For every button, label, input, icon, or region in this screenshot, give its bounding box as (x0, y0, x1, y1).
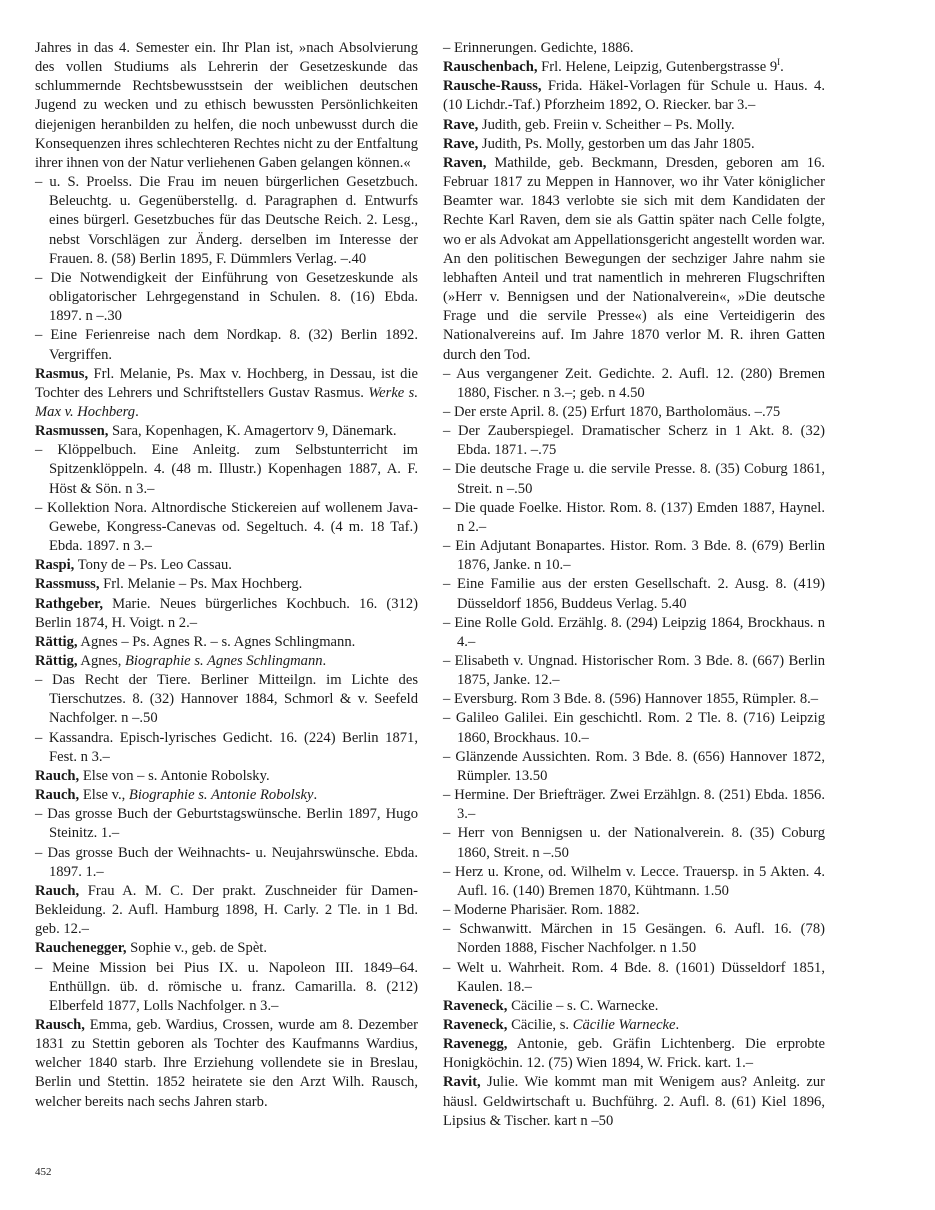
title-entry: – Das Recht der Tiere. Berliner Mitteilgn. im Lichte des Tierschutzes. 8. (32) Hannover 1884, Schmorl & v. Seefeld Nachfolger. n –.50 (35, 672, 418, 727)
entry-tail: . (780, 59, 784, 76)
title-entry: – Aus vergangener Zeit. Gedichte. 2. Aufl. 12. (280) Bremen 1880, Fischer. n 3.–; geb. n 4.50 (443, 365, 825, 401)
author-name: Ravenegg, (443, 1036, 508, 1053)
author-entry (443, 1073, 825, 1130)
entry-text: Julie. Wie kommt man mit Wenigem aus? Anleitg. zur häusl. Geldwirtschaft u. Buchführg. 2. Aufl. 8. (61) Kiel 1896, Lipsius & Tischer. kart n –50 (443, 1074, 825, 1129)
author-entry (35, 556, 418, 575)
author-entry (443, 116, 825, 135)
entry-text: Agnes – Ps. Agnes R. – s. Agnes Schlingmann. (77, 633, 356, 650)
entry-text: Marie. Neues bürgerliches Kochbuch. 16. (312) Berlin 1874, H. Voigt. n 2.– (35, 595, 418, 631)
author-name: Ravit, (443, 1074, 481, 1091)
title-entry: – Eine Familie aus der ersten Gesellschaft. 2. Ausg. 8. (419) Düsseldorf 1856, Buddeus Verlag. 5.40 (443, 576, 825, 612)
author-name: Rauch, (35, 767, 80, 784)
author-name: Rasmus, (35, 365, 89, 382)
entry-text: Emma, geb. Wardius, Crossen, wurde am 8. Dezember 1831 zu Stettin geboren als Tochter des Kaufmanns Wardius, welcher 1840 starb. Ihre Erziehung vollendete sie in Breslau, Berlin und Stettin. 1852 heiratete sie den Arzt Wilh. Rausch, welcher bereits nach sechs Jahren starb. (35, 1016, 418, 1110)
entry-text: Sophie v., geb. de Spèt. (126, 940, 267, 957)
entry-text: Else v., (79, 787, 129, 804)
title-entry: – Glänzende Aussichten. Rom. 3 Bde. 8. (656) Hannover 1872, Rümpler. 13.50 (443, 748, 825, 784)
author-entry (443, 997, 825, 1016)
italic-reference: Biographie s. Antonie Robolsky (128, 787, 314, 804)
italic-reference: Werke s. Max v. Hochberg (35, 384, 418, 420)
author-entry (35, 786, 418, 805)
title-entry: – Meine Mission bei Pius IX. u. Napoleon III. 1849–64. Enthüllgn. üb. d. römische u. franz. Camarilla. 8. (212) Elberfeld 1877, Lolls Nachfolger. n 3.– (35, 959, 418, 1014)
author-entry (35, 633, 418, 652)
author-name: Rättig, (35, 653, 78, 669)
entry-text: Antonie, geb. Gräfin Lichtenberg. Die erprobte Honigköchin. 12. (75) Wien 1894, W. Frick. kart. 1.– (443, 1036, 825, 1072)
title-entry: – u. S. Proelss. Die Frau im neuen bürgerlichen Gesetzbuch. Beleuchtg. u. Gegenüberstellg. d. Paragraphen d. Entwurfs eines bürgerl. Gesetzbuches für das Deutsche Reich. 2. Lesg., nebst Vorschlägen zur Änderg. derselben im Interesse der Frauen. 8. (58) Berlin 1895, F. Dümmlers Verlag. –.40 (35, 174, 418, 267)
author-entry (443, 1016, 825, 1035)
author-entry (35, 939, 418, 958)
author-entry (35, 595, 418, 633)
author-name: Rausche-Rauss, (443, 78, 542, 95)
author-name: Rassmuss, (35, 576, 100, 593)
author-entry (35, 882, 418, 939)
author-entry (35, 1016, 418, 1112)
title-entry: – Elisabeth v. Ungnad. Historischer Rom. 3 Bde. 8. (667) Berlin 1875, Janke. 12.– (443, 653, 825, 689)
title-entry: – Eine Ferienreise nach dem Nordkap. 8. (32) Berlin 1892. Vergriffen. (35, 327, 418, 363)
entry-text: Cäcilie – s. C. Warnecke. (507, 997, 659, 1014)
title-entry: – Das grosse Buch der Geburtstagswünsche. Berlin 1897, Hugo Steinitz. 1.– (35, 806, 418, 842)
title-entry: – Herr von Bennigsen u. der Nationalverein. 8. (35) Coburg 1860, Streit. n –.50 (443, 825, 825, 861)
author-entry (443, 77, 825, 115)
title-entry: – Galileo Galilei. Ein geschichtl. Rom. 2 Tle. 8. (716) Leipzig 1860, Brockhaus. 10.– (443, 710, 825, 746)
author-name: Rauch, (35, 787, 80, 804)
right-column (443, 39, 825, 1131)
entry-tail: . (322, 653, 327, 669)
author-name: Rauch, (35, 882, 80, 899)
italic-reference: Biographie s. Agnes Schlingmann (125, 653, 323, 669)
author-entry (35, 422, 418, 441)
entry-text: Frl. Helene, Leipzig, Gutenbergstrasse 9 (537, 59, 778, 76)
superscript: I (777, 57, 781, 68)
title-entry: – Herz u. Krone, od. Wilhelm v. Lecce. Trauersp. in 5 Akten. 4. Aufl. 16. (140) Bremen 1870, Kühtmann. 1.50 (443, 863, 825, 899)
title-entry: – Das grosse Buch der Weihnachts- u. Neujahrswünsche. Ebda. 1897. 1.– (35, 844, 418, 880)
author-entry (35, 575, 418, 594)
title-entry: – Die quade Foelke. Histor. Rom. 8. (137) Emden 1887, Haynel. n 2.– (443, 499, 825, 535)
author-name: Raveneck, (443, 1016, 508, 1033)
author-entry (443, 58, 825, 77)
entry-text: Tony de – Ps. Leo Cassau. (74, 557, 232, 574)
entry-text: Frl. Melanie, Ps. Max v. Hochberg, in Dessau, ist die Tochter des Lehrers und Schriftstellers Gustav Rasmus. (35, 365, 418, 401)
italic-reference: Cäcilie Warnecke (572, 1016, 676, 1033)
title-entry: – Der erste April. 8. (25) Erfurt 1870, Bartholomäus. –.75 (443, 403, 781, 420)
author-name: Raveneck, (443, 997, 508, 1014)
entry-text: Frau A. M. C. Der prakt. Zuschneider für Damen-Bekleidung. 2. Aufl. Hamburg 1898, H. Carly. 2 Tle. in 1 Bd. geb. 12.– (35, 882, 418, 938)
page-number: 452 (35, 1166, 52, 1178)
author-entry (35, 652, 418, 671)
author-entry (35, 767, 418, 786)
paragraph-continuation: Jahres in das 4. Semester ein. Ihr Plan ist, »nach Absolvierung des vollen Studiums als Lehrerin der Gesetzeskunde das schlummernde Rechtsbewusstsein der weiblichen deutschen Jugend zu wecken und zu ethisch bewussten Persönlichkeiten diejenigen heranbilden zu helfen, die noch unbewusst durch die Konsequenzen ihres schlechteren Rechtes nicht zu der Entfaltung ihrer ihnen von der Natur verliehenen Gaben gelangen können.« (35, 40, 418, 171)
title-entry: – Kollektion Nora. Altnordische Stickereien auf wollenem Java-Gewebe, Kongress-Canevas od. Segeltuch. 4. (4 m. 18 Taf.) Ebda. 1897. n 3.– (35, 499, 418, 555)
title-entry: – Klöppelbuch. Eine Anleitg. zum Selbstunterricht im Spitzenklöppeln. 4. (48 m. Illustr.) Kopenhagen 1887, A. F. Höst & Sön. n 3.– (35, 442, 418, 497)
author-name: Raspi, (35, 557, 75, 574)
entry-text: Sara, Kopenhagen, K. Amagertorv 9, Dänemark. (108, 423, 397, 440)
title-entry: – Eine Rolle Gold. Erzählg. 8. (294) Leipzig 1864, Brockhaus. n 4.– (443, 614, 825, 650)
title-entry: – Welt u. Wahrheit. Rom. 4 Bde. 8. (1601) Düsseldorf 1851, Kaulen. 18.– (443, 959, 825, 995)
author-entry (443, 154, 825, 365)
title-entry: – Der Zauberspiegel. Dramatischer Scherz in 1 Akt. 8. (32) Ebda. 1871. –.75 (443, 423, 825, 459)
left-column (35, 39, 418, 1112)
entry-text: Judith, Ps. Molly, gestorben um das Jahr 1805. (478, 135, 755, 152)
title-entry: – Kassandra. Episch-lyrisches Gedicht. 16. (224) Berlin 1871, Fest. n 3.– (35, 729, 418, 765)
entry-text: Agnes, (77, 653, 125, 669)
title-entry: – Die deutsche Frage u. die servile Presse. 8. (35) Coburg 1861, Streit. n –.50 (443, 461, 825, 497)
entry-text: Mathilde, geb. Beckmann, Dresden, geboren am 16. Februar 1817 zu Meppen in Hannover, wo ihr Vater königlicher Beamter war. 1843 verlobte sie sich mit dem Kandidaten der Rechte Karl Raven, dem sie als Gattin später nach Celle folgte, wo er als Advokat am Appellationsgericht angestellt worden war. An den politischen Bewegungen der sechziger Jahre nahm sie lebhaften Anteil und trat namentlich in mehreren Flugschriften (»Herr v. Bennigsen und der Nationalverein«, »Die deutsche Frage und die servile Presse«) als eine Verteidigerin des Nationalvereins auf. Im Jahre 1870 verlor M. R. ihren Gatten durch den Tod. (443, 154, 825, 363)
entry-tail: . (675, 1016, 680, 1033)
entry-text: Judith, geb. Freiin v. Scheither – Ps. Molly. (478, 116, 735, 133)
author-entry (443, 1035, 825, 1073)
entry-tail: . (135, 403, 139, 420)
author-name: Rauchenegger, (35, 940, 127, 957)
author-name: Rausch, (35, 1016, 85, 1033)
title-entry: – Moderne Pharisäer. Rom. 1882. (443, 902, 640, 919)
title-entry: – Die Notwendigkeit der Einführung von Gesetzeskunde als obligatorischer Lehrgegenstand in Schulen. 8. (16) Ebda. 1897. n –.30 (35, 269, 418, 325)
author-name: Rave, (443, 135, 479, 152)
author-name: Rave, (443, 116, 479, 133)
title-entry: – Eversburg. Rom 3 Bde. 8. (596) Hannover 1855, Rümpler. 8.– (443, 691, 819, 708)
title-entry: – Hermine. Der Briefträger. Zwei Erzählgn. 8. (251) Ebda. 1856. 3.– (443, 787, 825, 823)
title-entry: – Schwanwitt. Märchen in 15 Gesängen. 6. Aufl. 16. (78) Norden 1888, Fischer Nachfolger. n 1.50 (443, 921, 825, 957)
entry-text: Cäcilie, s. (507, 1016, 573, 1033)
author-name: Rauschenbach, (443, 59, 538, 76)
author-entry (35, 365, 418, 422)
author-entry (443, 135, 825, 154)
entry-text: Frida. Häkel-Vorlagen für Schule u. Haus. 4. (10 Lichdr.-Taf.) Pforzheim 1892, O. Riecker. bar 3.– (443, 78, 825, 114)
author-name: Rathgeber, (35, 595, 103, 612)
entry-tail: . (313, 787, 318, 804)
author-name: Rasmussen, (35, 423, 109, 440)
title-entry: – Erinnerungen. Gedichte, 1886. (443, 40, 634, 56)
entry-text: Frl. Melanie – Ps. Max Hochberg. (99, 576, 303, 593)
entry-text: Else von – s. Antonie Robolsky. (79, 767, 270, 784)
author-name: Rättig, (35, 633, 78, 650)
title-entry: – Ein Adjutant Bonapartes. Histor. Rom. 3 Bde. 8. (679) Berlin 1876, Janke. n 10.– (443, 538, 825, 574)
author-name: Raven, (443, 154, 487, 171)
